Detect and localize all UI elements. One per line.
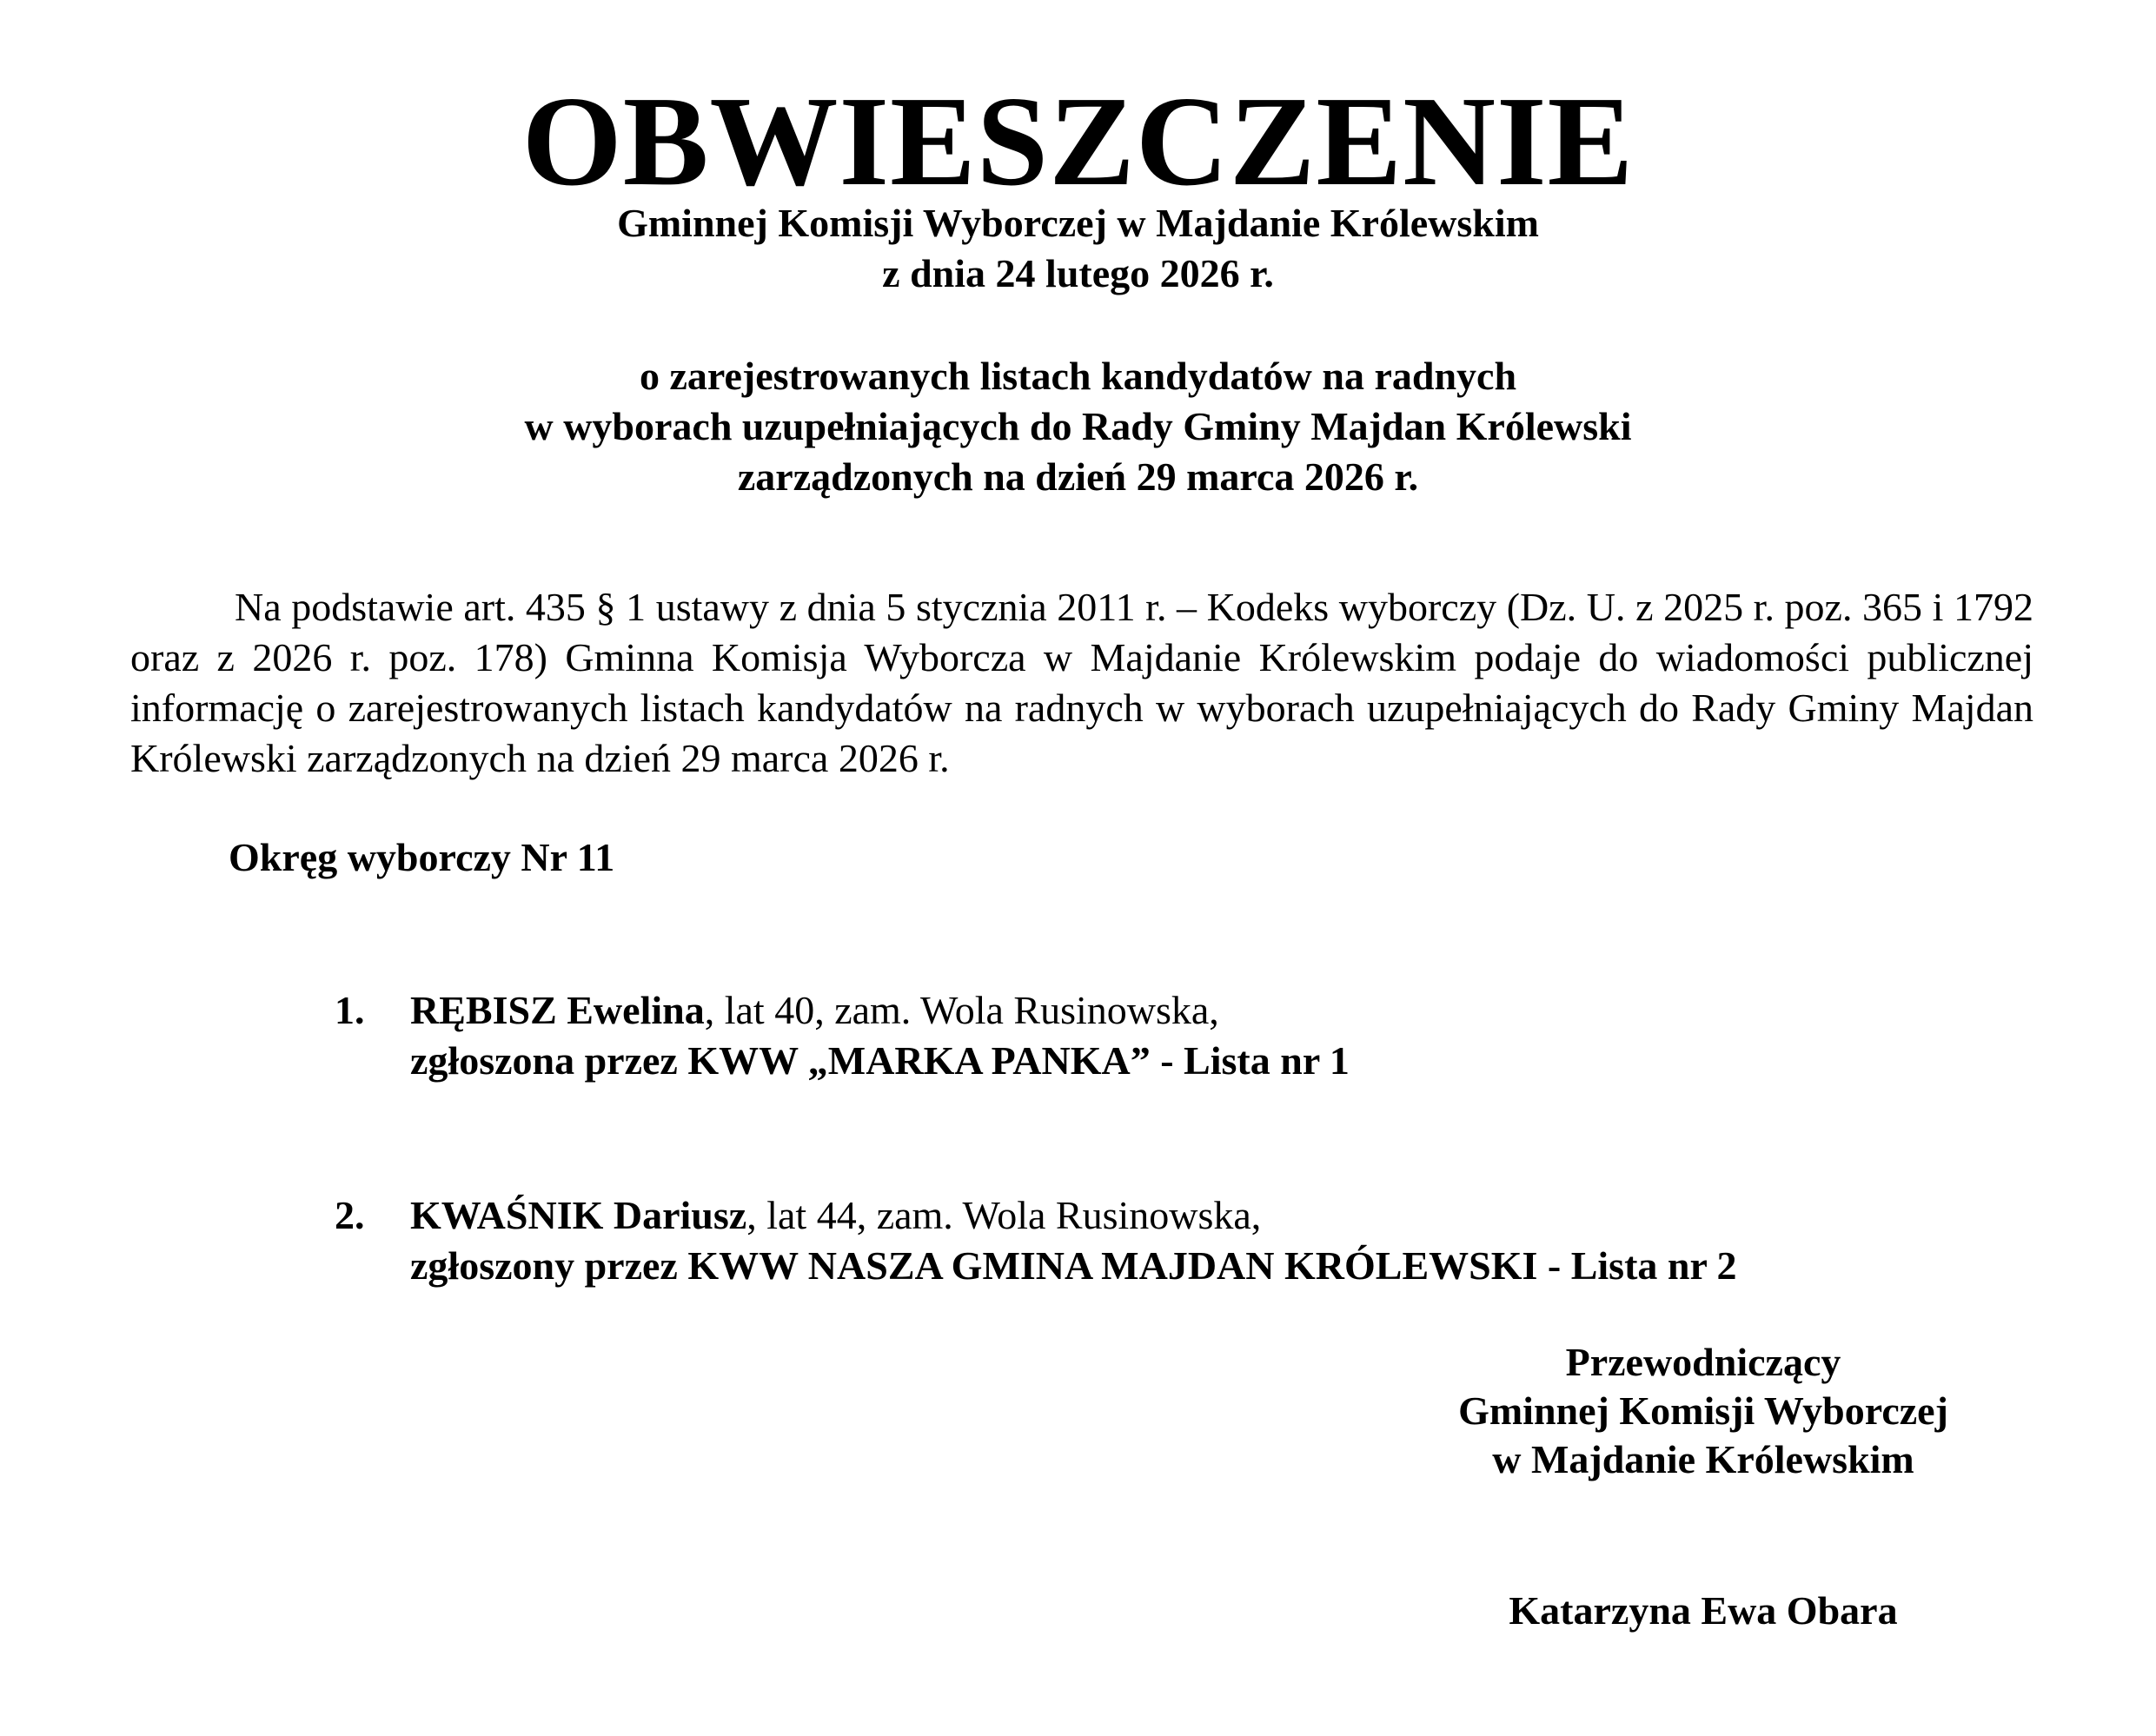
candidate-item [335,1190,1737,1291]
candidate-item [335,985,1350,1086]
signer-name: Katarzyna Ewa Obara [1509,1588,1898,1633]
candidate-submitted-by: zgłoszona przez KWW „MARKA PANKA” - Lista nr 1 [410,1038,1350,1083]
signature-block [1356,1338,2051,1484]
candidate-info-line [410,1190,1737,1241]
subject-line-2: w wyborach uzupełniających do Rady Gminy Majdan Królewski [524,404,1632,448]
candidate-info-line [410,985,1350,1036]
signature-title: Przewodniczący [1565,1340,1841,1384]
candidate-number: 1. [335,988,365,1032]
signature-body: Gminnej Komisji Wyborczej [1458,1388,1948,1433]
subject-line-3: zarządzonych na dzień 29 marca 2026 r. [737,454,1419,499]
electoral-district: Okręg wyborczy Nr 11 [229,835,615,879]
issue-date: z dnia 24 lutego 2026 r. [882,251,1274,295]
document-subject [0,351,2156,502]
document-title: OBWIESZCZENIE [521,70,1635,213]
candidate-name: RĘBISZ Ewelina [410,988,705,1032]
candidate-number: 2. [335,1193,365,1237]
body-paragraph: Na podstawie art. 435 § 1 ustawy z dnia 5 stycznia 2011 r. – Kodeks wyborczy (Dz. U. z 2025 r. poz. 365 i 1792 oraz z 2026 r. poz. 178) Gminna Komisja Wyborcza w Majdanie Królewskim podaje do wiadomości publicznej informację o zarejestrowanych listach kandydatów na radnych w wyborach uzupełniających do Rady Gminy Majdan Królewski zarządzonych na dzień 29 marca 2026 r. [130,585,2033,780]
issuer-header [0,198,2156,299]
candidate-details: , lat 44, zam. Wola Rusinowska, [746,1193,1262,1237]
candidate-name: KWAŚNIK Dariusz [410,1193,747,1237]
candidate-submitted-by: zgłoszony przez KWW NASZA GMINA MAJDAN KRÓLEWSKI - Lista nr 2 [410,1243,1737,1288]
candidate-details: , lat 40, zam. Wola Rusinowska, [704,988,1219,1032]
signature-location: w Majdanie Królewskim [1492,1437,1914,1481]
issuer-name: Gminnej Komisji Wyborczej w Majdanie Królewskim [617,201,1539,245]
subject-line-1: o zarejestrowanych listach kandydatów na radnych [639,354,1517,398]
